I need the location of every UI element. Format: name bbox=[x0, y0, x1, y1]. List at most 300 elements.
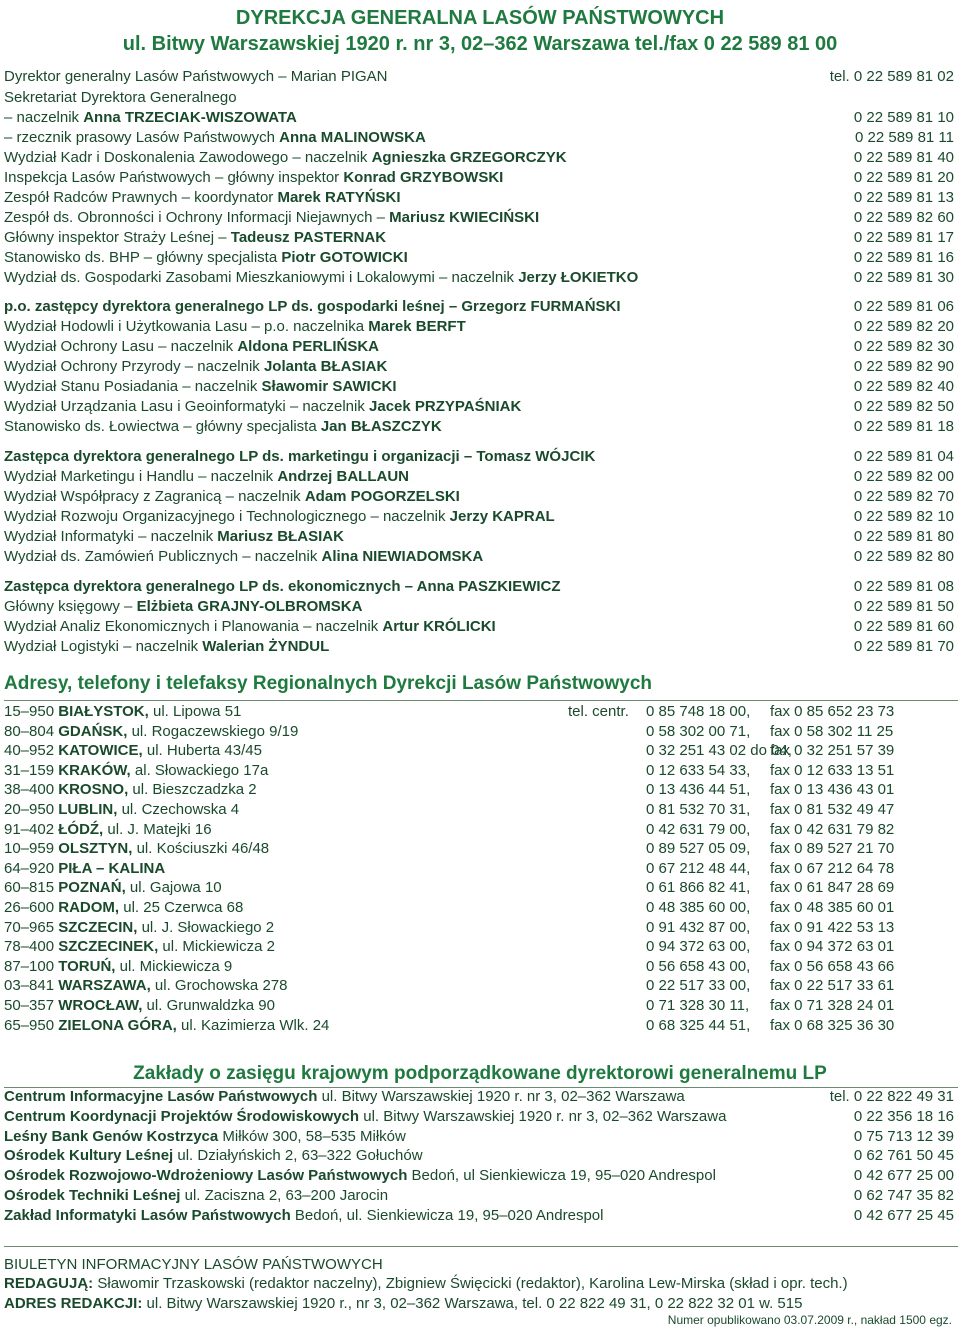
directory-entry bbox=[4, 617, 496, 637]
footer-redaguja bbox=[4, 1274, 960, 1294]
directory-entry bbox=[4, 88, 237, 108]
entry-phone: 0 22 589 82 20 bbox=[853, 318, 954, 335]
street: ul. Kościuszki 46/48 bbox=[132, 840, 270, 858]
entry-text: Wydział Informatyki – naczelnik bbox=[4, 528, 218, 545]
city-name: LUBLIN, bbox=[58, 801, 118, 818]
entry-text: Wydział ds. Gospodarki Zasobami Mieszkaniowymi i Lokalowymi – naczelnik bbox=[4, 269, 519, 286]
entry-name: Mariusz KWIECIŃSKI bbox=[389, 209, 540, 226]
directory-entry bbox=[4, 317, 466, 337]
directory-row bbox=[4, 88, 954, 108]
directory-row bbox=[4, 547, 954, 567]
entry-name: Aldona PERLIŃSKA bbox=[237, 338, 379, 355]
entry-text: Główny inspektor Straży Leśnej – bbox=[4, 229, 231, 246]
entry-name: Konrad GRZYBOWSKI bbox=[343, 169, 504, 186]
directory-row bbox=[4, 377, 954, 397]
entry-phone: 0 22 589 82 40 bbox=[853, 378, 954, 395]
directory-entry bbox=[4, 228, 386, 248]
postal-code: 03–841 bbox=[4, 977, 59, 995]
entry-phone: 0 22 589 82 60 bbox=[853, 209, 954, 226]
regional-fax: fax 0 94 372 63 01 bbox=[770, 938, 895, 956]
entry-text: Główny księgowy – bbox=[4, 598, 137, 615]
regional-fax: fax 0 48 385 60 01 bbox=[770, 899, 895, 916]
entry-phone: 0 22 589 81 60 bbox=[853, 618, 954, 635]
city-name: ŁÓDŹ, bbox=[58, 820, 104, 838]
street: al. Słowackiego 17a bbox=[130, 761, 269, 779]
entry-name: Marek BERFT bbox=[368, 318, 466, 335]
zaklad-phone: tel. 0 22 822 49 31 bbox=[829, 1088, 954, 1105]
regional-address bbox=[4, 859, 165, 879]
city-name: WARSZAWA, bbox=[58, 977, 151, 995]
zaklad-name: Leśny Bank Genów Kostrzyca bbox=[4, 1127, 219, 1145]
directory-row bbox=[4, 317, 954, 337]
zaklad-address: ul. Działyńskich 2, 63–322 Gołuchów bbox=[173, 1147, 423, 1165]
entry-name: Anna MALINOWSKA bbox=[279, 129, 426, 146]
street: ul. Kazimierza Wlk. 24 bbox=[176, 1016, 330, 1034]
redaguja-text: Sławomir Trzaskowski (redaktor naczelny), Zbigniew Święcicki (redaktor), Karolina Lew-Mirska (skład i opr. tech.) bbox=[93, 1275, 848, 1292]
street: ul. Huberta 43/45 bbox=[142, 742, 262, 760]
entry-name: Artur KRÓLICKI bbox=[382, 618, 496, 635]
regional-row bbox=[4, 839, 958, 859]
entry-name: Sławomir SAWICKI bbox=[261, 378, 397, 395]
adres-label: ADRES REDAKCJI: bbox=[4, 1295, 143, 1312]
regional-fax: fax 0 13 436 43 01 bbox=[770, 781, 895, 799]
regional-address bbox=[4, 839, 269, 859]
regional-address bbox=[4, 957, 232, 977]
regional-address bbox=[4, 1016, 329, 1036]
directory-entry bbox=[4, 357, 387, 377]
zaklad-entry bbox=[4, 1146, 423, 1166]
regional-address bbox=[4, 741, 262, 761]
zaklad-row bbox=[4, 1087, 954, 1107]
directory-entry bbox=[4, 108, 297, 128]
postal-code: 78–400 bbox=[4, 938, 59, 956]
entry-phone: 0 22 589 82 10 bbox=[853, 508, 954, 525]
entry-phone: 0 22 589 81 06 bbox=[853, 298, 954, 315]
directory-entry bbox=[4, 577, 561, 597]
directory-entry bbox=[4, 467, 409, 487]
directory-row bbox=[4, 188, 954, 208]
entry-phone: 0 22 589 82 50 bbox=[853, 398, 954, 415]
postal-code: 64–920 bbox=[4, 859, 59, 877]
postal-code: 38–400 bbox=[4, 781, 59, 799]
directory-row bbox=[4, 597, 954, 617]
entry-name: Agnieszka GRZEGORCZYK bbox=[371, 149, 567, 166]
regional-row bbox=[4, 859, 958, 879]
entry-name: Zastępca dyrektora generalnego LP ds. marketingu i organizacji – Tomasz WÓJCIK bbox=[4, 448, 596, 465]
directory-row bbox=[4, 208, 954, 228]
entry-text: Wydział Ochrony Przyrody – naczelnik bbox=[4, 358, 264, 375]
regional-row bbox=[4, 702, 958, 722]
regional-tel: 0 81 532 70 31, bbox=[646, 801, 751, 818]
postal-code: 40–952 bbox=[4, 742, 59, 760]
regional-fax: fax 0 71 328 24 01 bbox=[770, 997, 895, 1014]
regional-row bbox=[4, 780, 958, 800]
regional-address bbox=[4, 761, 268, 781]
entry-name: Marek RATYŃSKI bbox=[277, 189, 401, 206]
postal-code: 26–600 bbox=[4, 899, 59, 916]
postal-code: 10–959 bbox=[4, 840, 59, 858]
entry-name: Mariusz BŁASIAK bbox=[217, 528, 344, 545]
directory-entry bbox=[4, 337, 379, 357]
regional-tel: 0 12 633 54 33, bbox=[646, 761, 751, 779]
entry-text: Wydział Analiz Ekonomicznych i Planowania – naczelnik bbox=[4, 618, 383, 635]
city-name: KATOWICE, bbox=[58, 742, 143, 760]
zaklad-name: Centrum Koordynacji Projektów Środowiskowych bbox=[4, 1107, 360, 1125]
entry-text: Zespół Radców Prawnych – koordynator bbox=[4, 189, 278, 206]
entry-text: – rzecznik prasowy Lasów Państwowych bbox=[4, 129, 280, 146]
directory-row bbox=[4, 248, 954, 268]
postal-code: 87–100 bbox=[4, 957, 59, 975]
directory-row bbox=[4, 128, 954, 148]
zaklad-name: Ośrodek Rozwojowo-Wdrożeniowy Lasów Państwowych bbox=[4, 1167, 408, 1185]
street: ul. Grunwaldzka 90 bbox=[142, 997, 275, 1014]
postal-code: 80–804 bbox=[4, 722, 59, 740]
regional-fax: fax 0 68 325 36 30 bbox=[770, 1016, 895, 1034]
directory-row bbox=[4, 268, 954, 288]
city-name: POZNAŃ, bbox=[58, 879, 126, 897]
directory-row bbox=[4, 447, 954, 467]
regional-row bbox=[4, 761, 958, 781]
entry-phone: 0 22 589 81 16 bbox=[853, 249, 954, 266]
entry-name: Walerian ŻYNDUL bbox=[202, 638, 330, 655]
entry-phone: 0 22 589 81 50 bbox=[853, 598, 954, 615]
regional-row bbox=[4, 996, 958, 1016]
entry-name: Jan BŁASZCZYK bbox=[320, 418, 442, 435]
zaklad-phone: 0 42 677 25 45 bbox=[853, 1206, 954, 1224]
redaguja-label: REDAGUJĄ: bbox=[4, 1275, 94, 1292]
zaklad-phone: 0 42 677 25 00 bbox=[853, 1167, 954, 1185]
header-title: DYREKCJA GENERALNA LASÓW PAŃSTWOWYCH bbox=[235, 7, 725, 29]
directory-entry bbox=[4, 248, 408, 268]
zaklad-name: Zakład Informatyki Lasów Państwowych bbox=[4, 1206, 291, 1224]
zaklad-address: Bedoń, ul Sienkiewicza 19, 95–020 Andrespol bbox=[407, 1167, 716, 1185]
entry-text: Stanowisko ds. BHP – główny specjalista bbox=[4, 249, 282, 266]
entry-text: Wydział Logistyki – naczelnik bbox=[4, 638, 203, 655]
city-name: PIŁA – KALINA bbox=[58, 859, 166, 877]
publication-note: Numer opublikowano 03.07.2009 r., nakład 1500 egz. bbox=[667, 1313, 952, 1327]
regional-fax: fax 0 12 633 13 51 bbox=[770, 761, 895, 779]
directory-row bbox=[4, 507, 954, 527]
directory-entry bbox=[4, 208, 539, 228]
entry-text: Wydział Ochrony Lasu – naczelnik bbox=[4, 338, 238, 355]
entry-text: Wydział Rozwoju Organizacyjnego i Technologicznego – naczelnik bbox=[4, 508, 450, 525]
entry-text: Wydział Marketingu i Handlu – naczelnik bbox=[4, 468, 278, 485]
entry-phone: 0 22 589 81 18 bbox=[853, 418, 954, 435]
zaklad-name: Centrum Informacyjne Lasów Państwowych bbox=[4, 1088, 318, 1105]
entry-text: Sekretariat Dyrektora Generalnego bbox=[4, 89, 237, 106]
directory-entry bbox=[4, 417, 442, 437]
directory-entry bbox=[4, 377, 397, 397]
zaklad-entry bbox=[4, 1127, 406, 1147]
regional-address bbox=[4, 898, 243, 918]
postal-code: 15–950 bbox=[4, 703, 59, 720]
zaklad-address: Miłków 300, 58–535 Miłków bbox=[218, 1127, 406, 1145]
entry-name: Anna TRZECIAK-WISZOWATA bbox=[83, 109, 297, 126]
regional-address bbox=[4, 722, 298, 742]
entry-name: Jolanta BŁASIAK bbox=[263, 358, 388, 375]
regional-row bbox=[4, 878, 958, 898]
directory-entry bbox=[4, 487, 460, 507]
directory-entry bbox=[4, 507, 555, 527]
regional-row bbox=[4, 820, 958, 840]
regional-row bbox=[4, 800, 958, 820]
street: ul. Grochowska 278 bbox=[150, 977, 288, 995]
city-name: BIAŁYSTOK, bbox=[58, 703, 149, 720]
entry-text: Wydział ds. Zamówień Publicznych – naczelnik bbox=[4, 548, 322, 565]
directory-row bbox=[4, 67, 954, 87]
postal-code: 91–402 bbox=[4, 820, 59, 838]
entry-phone: 0 22 589 81 10 bbox=[853, 109, 954, 126]
zaklad-address: ul. Bitwy Warszawskiej 1920 r. nr 3, 02–362 Warszawa bbox=[317, 1088, 685, 1105]
entry-phone: tel. 0 22 589 81 02 bbox=[829, 68, 954, 85]
regional-row bbox=[4, 937, 958, 957]
directory-row bbox=[4, 148, 954, 168]
regional-fax: fax 0 91 422 53 13 bbox=[770, 918, 895, 936]
entry-phone: 0 22 589 82 00 bbox=[853, 468, 954, 485]
entry-phone: 0 22 589 82 80 bbox=[853, 548, 954, 565]
regional-tel: 0 42 631 79 00, bbox=[646, 820, 751, 838]
directory-entry bbox=[4, 67, 388, 87]
regional-row bbox=[4, 741, 958, 761]
city-name: TORUŃ, bbox=[58, 957, 116, 975]
regional-row bbox=[4, 918, 958, 938]
zaklad-entry bbox=[4, 1166, 716, 1186]
street: ul. J. Matejki 16 bbox=[103, 820, 212, 838]
entry-text: Dyrektor generalny Lasów Państwowych – Marian PIGAN bbox=[4, 68, 388, 85]
zaklad-row bbox=[4, 1186, 954, 1206]
entry-phone: 0 22 589 82 90 bbox=[853, 358, 954, 375]
regional-address bbox=[4, 918, 274, 938]
regional-address bbox=[4, 878, 222, 898]
postal-code: 70–965 bbox=[4, 918, 59, 936]
regional-row bbox=[4, 1016, 958, 1036]
directory-row bbox=[4, 637, 954, 657]
entry-name: Jacek PRZYPAŚNIAK bbox=[369, 398, 522, 415]
regional-address bbox=[4, 702, 241, 722]
regional-address bbox=[4, 996, 275, 1016]
zaklad-phone: 0 62 761 50 45 bbox=[853, 1147, 954, 1165]
directory-entry bbox=[4, 597, 362, 617]
regional-tel: 0 94 372 63 00, bbox=[646, 938, 751, 956]
zaklad-address: ul. Bitwy Warszawskiej 1920 r. nr 3, 02–362 Warszawa bbox=[359, 1107, 727, 1125]
regional-row bbox=[4, 898, 958, 918]
entry-phone: 0 22 589 81 20 bbox=[853, 169, 954, 186]
postal-code: 65–950 bbox=[4, 1016, 59, 1034]
directory-entry bbox=[4, 397, 521, 417]
regional-address bbox=[4, 800, 239, 820]
entry-name: Jerzy ŁOKIETKO bbox=[518, 269, 639, 286]
entry-name: Adam POGORZELSKI bbox=[304, 488, 460, 505]
directory-row bbox=[4, 617, 954, 637]
entry-phone: 0 22 589 81 08 bbox=[853, 578, 954, 595]
entry-text: Wydział Stanu Posiadania – naczelnik bbox=[4, 378, 262, 395]
entry-phone: 0 22 589 81 40 bbox=[853, 149, 954, 166]
street: ul. J. Słowackiego 2 bbox=[137, 918, 275, 936]
regional-tel: 0 61 866 82 41, bbox=[646, 879, 751, 897]
entry-name: Alina NIEWIADOMSKA bbox=[321, 548, 484, 565]
regional-fax: fax 0 61 847 28 69 bbox=[770, 879, 895, 897]
postal-code: 20–950 bbox=[4, 801, 59, 818]
entry-text: Zespół ds. Obronności i Ochrony Informacji Niejawnych – bbox=[4, 209, 390, 226]
footer-title: BIULETYN INFORMACYJNY LASÓW PAŃSTWOWYCH bbox=[4, 1256, 383, 1273]
directory-row bbox=[4, 487, 954, 507]
directory-row bbox=[4, 228, 954, 248]
entry-phone: 0 22 589 81 80 bbox=[853, 528, 954, 545]
entry-name: Elżbieta GRAJNY-OLBROMSKA bbox=[136, 598, 363, 615]
directory-row bbox=[4, 397, 954, 417]
street: ul. 25 Czerwca 68 bbox=[119, 899, 244, 916]
regional-fax: fax 0 89 527 21 70 bbox=[770, 840, 895, 858]
zaklad-entry bbox=[4, 1186, 388, 1206]
entry-text: Wydział Hodowli i Użytkowania Lasu – p.o. naczelnika bbox=[4, 318, 369, 335]
entry-phone: 0 22 589 81 30 bbox=[853, 269, 954, 286]
street: ul. Czechowska 4 bbox=[117, 801, 240, 818]
regional-tel: 0 13 436 44 51, bbox=[646, 781, 751, 799]
tel-centr-label: tel. centr. bbox=[568, 703, 629, 720]
regional-tel: 0 71 328 30 11, bbox=[646, 997, 750, 1014]
regional-heading-rule bbox=[4, 700, 958, 701]
entry-name: p.o. zastępcy dyrektora generalnego LP ds. gospodarki leśnej – Grzegorz FURMAŃSKI bbox=[4, 298, 621, 315]
zaklad-row bbox=[4, 1127, 954, 1147]
zaklad-row bbox=[4, 1146, 954, 1166]
directory-row bbox=[4, 417, 954, 437]
street: ul. Mickiewicza 2 bbox=[158, 938, 275, 956]
entry-phone: 0 22 589 81 04 bbox=[853, 448, 954, 465]
entry-text: Wydział Urządzania Lasu i Geoinformatyki – naczelnik bbox=[4, 398, 370, 415]
regional-address bbox=[4, 780, 257, 800]
zaklad-entry bbox=[4, 1107, 726, 1127]
directory-row bbox=[4, 527, 954, 547]
directory-entry bbox=[4, 637, 329, 657]
entry-text: Wydział Współpracy z Zagranicą – naczelnik bbox=[4, 488, 305, 505]
regional-address bbox=[4, 976, 287, 996]
zaklad-phone: 0 22 356 18 16 bbox=[853, 1107, 954, 1125]
entry-phone: 0 22 589 81 17 bbox=[853, 229, 954, 246]
entry-name: Jerzy KAPRAL bbox=[449, 508, 555, 525]
directory-entry bbox=[4, 547, 483, 567]
regional-tel: 0 67 212 48 44, bbox=[646, 859, 751, 877]
directory-entry bbox=[4, 268, 638, 288]
regional-fax: fax 0 67 212 64 78 bbox=[770, 859, 895, 877]
entry-name: Piotr GOTOWICKI bbox=[281, 249, 408, 266]
entry-phone: 0 22 589 81 11 bbox=[855, 129, 954, 146]
regional-address bbox=[4, 937, 275, 957]
regional-fax: fax 0 85 652 23 73 bbox=[770, 703, 895, 720]
zaklad-entry bbox=[4, 1087, 685, 1107]
street: ul. Lipowa 51 bbox=[148, 703, 242, 720]
regional-tel: 0 85 748 18 00, bbox=[646, 703, 751, 720]
entry-text: – naczelnik bbox=[4, 109, 84, 126]
entry-phone: 0 22 589 82 70 bbox=[853, 488, 954, 505]
zaklad-name: Ośrodek Kultury Leśnej bbox=[4, 1147, 174, 1165]
regional-tel: 0 89 527 05 09, bbox=[646, 840, 751, 858]
regional-tel: 0 58 302 00 71, bbox=[646, 722, 751, 740]
regional-address bbox=[4, 820, 212, 840]
city-name: KRAKÓW, bbox=[58, 761, 131, 779]
zaklad-row bbox=[4, 1206, 954, 1226]
zaklad-phone: 0 62 747 35 82 bbox=[853, 1187, 954, 1204]
city-name: WROCŁAW, bbox=[58, 997, 143, 1014]
city-name: SZCZECIN, bbox=[58, 918, 138, 936]
zaklad-address: ul. Zaciszna 2, 63–200 Jarocin bbox=[180, 1187, 389, 1204]
regional-fax: fax 0 81 532 49 47 bbox=[770, 801, 895, 818]
directory-row bbox=[4, 297, 954, 317]
street: ul. Gajowa 10 bbox=[125, 879, 222, 897]
footer-adres bbox=[4, 1294, 960, 1314]
entry-phone: 0 22 589 82 30 bbox=[853, 338, 954, 355]
directory-entry bbox=[4, 527, 344, 547]
regional-fax: fax 0 58 302 11 25 bbox=[770, 722, 894, 740]
regional-tel: 0 48 385 60 00, bbox=[646, 899, 751, 916]
entry-text: Wydział Kadr i Doskonalenia Zawodowego – naczelnik bbox=[4, 149, 372, 166]
entry-name: Zastępca dyrektora generalnego LP ds. ekonomicznych – Anna PASZKIEWICZ bbox=[4, 578, 561, 595]
regional-tel: 0 91 432 87 00, bbox=[646, 918, 751, 936]
city-name: ZIELONA GÓRA, bbox=[58, 1016, 177, 1034]
postal-code: 60–815 bbox=[4, 879, 59, 897]
entry-phone: 0 22 589 81 13 bbox=[853, 189, 954, 206]
directory-row bbox=[4, 467, 954, 487]
directory-entry bbox=[4, 447, 595, 467]
entry-name: Tadeusz PASTERNAK bbox=[230, 229, 387, 246]
directory-entry bbox=[4, 188, 401, 208]
entry-phone: 0 22 589 81 70 bbox=[853, 638, 954, 655]
regional-tel: 0 22 517 33 00, bbox=[646, 977, 751, 995]
postal-code: 31–159 bbox=[4, 761, 59, 779]
street: ul. Bieszczadzka 2 bbox=[128, 781, 257, 799]
street: ul. Rogaczewskiego 9/19 bbox=[127, 722, 299, 740]
postal-code: 50–357 bbox=[4, 997, 59, 1014]
zaklad-row bbox=[4, 1107, 954, 1127]
regional-tel: 0 56 658 43 00, bbox=[646, 957, 751, 975]
regional-tel: 0 68 325 44 51, bbox=[646, 1016, 751, 1034]
footer-rule bbox=[4, 1246, 958, 1247]
directory-row bbox=[4, 357, 954, 377]
regional-heading: Adresy, telefony i telefaksy Regionalnych Dyrekcji Lasów Państwowych bbox=[4, 673, 652, 694]
city-name: RADOM, bbox=[58, 899, 120, 916]
entry-text: Stanowisko ds. Łowiectwa – główny specjalista bbox=[4, 418, 321, 435]
zaklad-entry bbox=[4, 1206, 603, 1226]
adres-text: ul. Bitwy Warszawskiej 1920 r., nr 3, 02–362 Warszawa, tel. 0 22 822 49 31, 0 22 822 32 01 w. 515 bbox=[142, 1295, 803, 1312]
zaklady-heading: Zakłady o zasięgu krajowym podporządkowane dyrektorowi generalnemu LP bbox=[133, 1063, 827, 1084]
zaklad-row bbox=[4, 1166, 954, 1186]
regional-row bbox=[4, 722, 958, 742]
regional-row bbox=[4, 976, 958, 996]
directory-entry bbox=[4, 148, 567, 168]
city-name: SZCZECINEK, bbox=[58, 938, 159, 956]
entry-text: Inspekcja Lasów Państwowych – główny inspektor bbox=[4, 169, 344, 186]
regional-fax: fax 0 42 631 79 82 bbox=[770, 820, 895, 838]
regional-fax: fax 0 22 517 33 61 bbox=[770, 977, 895, 995]
zaklad-name: Ośrodek Techniki Leśnej bbox=[4, 1187, 181, 1204]
regional-fax: fax 0 56 658 43 66 bbox=[770, 957, 895, 975]
regional-tel: 0 32 251 43 02 do 04, bbox=[646, 742, 792, 760]
entry-name: Andrzej BALLAUN bbox=[277, 468, 409, 485]
directory-row bbox=[4, 108, 954, 128]
directory-entry bbox=[4, 297, 621, 317]
city-name: OLSZTYN, bbox=[58, 840, 133, 858]
directory-entry bbox=[4, 128, 426, 148]
header-address: ul. Bitwy Warszawskiej 1920 r. nr 3, 02–362 Warszawa tel./fax 0 22 589 81 00 bbox=[122, 33, 838, 55]
directory-row bbox=[4, 168, 954, 188]
regional-row bbox=[4, 957, 958, 977]
regional-fax: fax 0 32 251 57 39 bbox=[770, 742, 895, 760]
directory-entry bbox=[4, 168, 503, 188]
city-name: KROSNO, bbox=[58, 781, 129, 799]
zaklad-address: Bedoń, ul. Sienkiewicza 19, 95–020 Andrespol bbox=[290, 1206, 604, 1224]
directory-row bbox=[4, 577, 954, 597]
directory-row bbox=[4, 337, 954, 357]
zaklad-phone: 0 75 713 12 39 bbox=[853, 1127, 954, 1145]
